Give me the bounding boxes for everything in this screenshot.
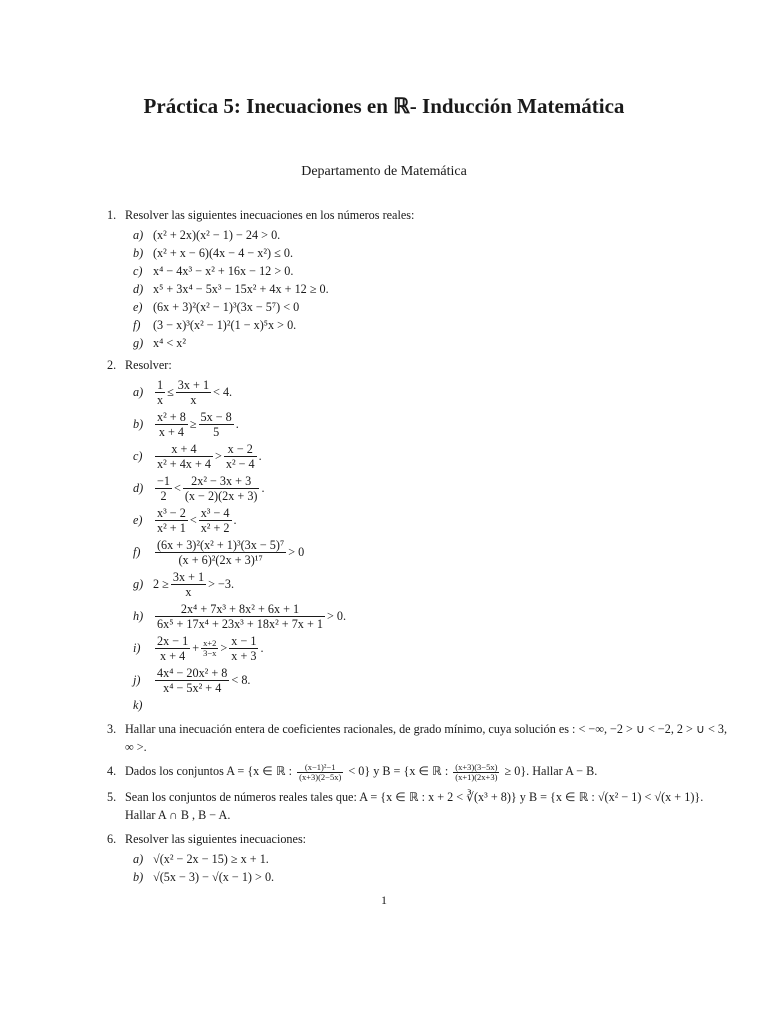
item-label: d) (133, 282, 144, 296)
numerator: x − 2 (224, 442, 257, 457)
fraction (155, 442, 213, 471)
q1-items (133, 226, 727, 352)
numerator: x² + 8 (157, 409, 186, 424)
numerator: 4x⁴ − 20x² + 8 (157, 665, 228, 680)
item-label: h) (133, 609, 144, 623)
denominator: x + 3 (231, 648, 257, 663)
question-4 (107, 762, 727, 782)
numerator: x+2 (203, 637, 217, 648)
expression-tail: . (233, 513, 237, 527)
question-text: Resolver: (125, 358, 172, 372)
denominator: x (157, 392, 164, 407)
q2-item-g (133, 568, 727, 600)
q2-item-e (133, 504, 727, 536)
q1-item-d (133, 280, 727, 298)
fraction (176, 378, 211, 407)
denominator: 2 (160, 488, 167, 503)
item-label: c) (133, 264, 143, 278)
expression-tail: < 4. (213, 385, 233, 399)
denominator: x⁴ − 5x² + 4 (163, 680, 222, 695)
item-label: e) (133, 300, 143, 314)
text-segment: ≥ 0}. Hallar A − B. (504, 764, 598, 778)
text-segment: < 0} y B = {x ∈ ℝ : (348, 764, 449, 778)
numerator: x + 4 (155, 442, 213, 457)
q2-item-d (133, 472, 727, 504)
question-6 (107, 830, 727, 886)
item-expression: (x² + 2x)(x² − 1) − 24 > 0. (153, 228, 281, 242)
item-label: j) (133, 673, 141, 687)
denominator: x² − 4 (225, 456, 255, 471)
expression-tail: > −3. (208, 577, 235, 591)
fraction (199, 506, 232, 535)
numerator: x³ − 2 (157, 505, 186, 520)
item-expression: (x² + x − 6)(4x − 4 − x²) ≤ 0. (153, 246, 293, 260)
small-fraction (453, 763, 499, 782)
q1-item-a (133, 226, 727, 244)
denominator: x² + 2 (200, 520, 230, 535)
q1-item-e (133, 298, 727, 316)
numerator: (x−1)²−1 (297, 763, 343, 773)
operator: > (214, 449, 222, 463)
denominator: x (185, 584, 192, 599)
question-text: Resolver las siguientes inecuaciones: (125, 831, 307, 846)
page-number: 1 (381, 893, 387, 907)
q2-item-j (133, 664, 727, 696)
fraction (224, 442, 257, 471)
numerator: 3x + 1 (172, 569, 205, 584)
fraction (183, 474, 260, 503)
fraction (199, 410, 234, 439)
item-label: i) (133, 641, 141, 655)
fraction (155, 474, 172, 503)
item-label: b) (133, 869, 144, 884)
item-label: f) (133, 318, 141, 332)
item-label: c) (133, 449, 143, 463)
question-number: 4. (107, 764, 117, 778)
question-number: 3. (107, 722, 117, 736)
fraction (155, 538, 286, 567)
denominator: x (190, 392, 197, 407)
numerator: x³ − 4 (200, 505, 230, 520)
question-2 (107, 356, 727, 714)
small-fraction (201, 639, 218, 658)
item-label: b) (133, 246, 144, 260)
denominator: 5 (213, 424, 220, 439)
q2-item-k (133, 696, 727, 714)
denominator: 6x⁵ + 17x⁴ + 23x³ + 18x² + 7x + 1 (157, 616, 323, 631)
fraction (155, 506, 188, 535)
denominator: x + 4 (158, 424, 184, 439)
item-label: f) (133, 545, 141, 559)
fraction (155, 410, 188, 439)
operator: + (192, 641, 200, 655)
q2-item-a (133, 376, 727, 408)
question-text: Hallar una inecuación entera de coeficientes racionales, de grado mínimo, cuya solución es : < −∞, −2 > ∪ < −2, 2 > ∪ < 3, ∞ >. (125, 722, 728, 754)
item-label: e) (133, 513, 143, 527)
question-3 (107, 720, 727, 756)
question-number: 6. (107, 831, 117, 846)
text-segment: Dados los conjuntos A = {x ∈ ℝ : (125, 764, 293, 778)
denominator: x² + 1 (157, 520, 186, 535)
fraction (155, 666, 229, 695)
fraction (229, 634, 258, 663)
expression-tail: > 0 (288, 545, 305, 559)
q2-item-h (133, 600, 727, 632)
operator: < (173, 481, 181, 495)
operator: ≥ (189, 417, 197, 431)
expression-tail: . (260, 641, 264, 655)
item-label: g) (133, 336, 144, 350)
question-text: Sean los conjuntos de números reales tales que: A = {x ∈ ℝ : x + 2 < ∛(x³ + 8)} y B = {x ∈ ℝ : √(x² − 1) < √(x + 1)}. Hallar A ∩ B , B − A. (125, 789, 704, 822)
question-1 (107, 206, 727, 352)
numerator: x − 1 (231, 633, 257, 648)
numerator: 5x − 8 (200, 409, 232, 424)
item-expression: (3 − x)³(x² − 1)²(1 − x)⁵x > 0. (153, 318, 297, 332)
page-title: Práctica 5: Inecuaciones en ℝ- Inducción Matemática (143, 94, 625, 118)
q2-items (133, 376, 727, 714)
item-expression: x⁵ + 3x⁴ − 5x³ − 15x² + 4x + 12 ≥ 0. (153, 282, 329, 296)
question-number: 2. (107, 358, 117, 372)
q2-item-c (133, 440, 727, 472)
expression-prefix: 2 ≥ (153, 577, 169, 591)
numerator: 2x⁴ + 7x³ + 8x² + 6x + 1 (155, 602, 325, 617)
q6-item-b (133, 868, 727, 886)
question-text: Resolver las siguientes inecuaciones en los números reales: (125, 208, 415, 222)
fraction (171, 570, 206, 599)
item-label: g) (133, 577, 144, 591)
item-label: k) (133, 698, 143, 712)
q2-item-i (133, 632, 727, 664)
q2-item-f (133, 536, 727, 568)
fraction (155, 378, 165, 407)
q1-item-g (133, 334, 727, 352)
denominator: (x+1)(2x+3) (455, 771, 498, 782)
question-number: 5. (107, 789, 117, 804)
fraction (155, 602, 325, 631)
q6-items (133, 850, 727, 886)
department-subtitle: Departamento de Matemática (301, 164, 467, 179)
numerator: (x+3)(3−5x) (455, 761, 498, 772)
operator: > (220, 641, 228, 655)
question-5 (107, 788, 727, 824)
q1-item-f (133, 316, 727, 334)
q6-item-a (133, 850, 727, 868)
item-expression: (6x + 3)²(x² − 1)³(3x − 5⁷) < 0 (153, 300, 300, 314)
exercise-list (107, 206, 727, 890)
item-label: a) (133, 851, 144, 866)
q1-item-c (133, 262, 727, 280)
item-expression: √(5x − 3) − √(x − 1) > 0. (153, 869, 275, 884)
operator: < (189, 513, 197, 527)
expression-tail: . (258, 449, 262, 463)
denominator: x + 4 (160, 648, 186, 663)
numerator: (6x + 3)²(x² + 1)³(3x − 5)⁷ (157, 537, 285, 552)
denominator: x² + 4x + 4 (157, 456, 211, 471)
expression-tail: . (235, 417, 239, 431)
fraction (155, 634, 190, 663)
item-label: b) (133, 417, 144, 431)
denominator: (x − 2)(2x + 3) (184, 488, 258, 503)
numerator: 3x + 1 (177, 377, 210, 392)
item-label: a) (133, 385, 144, 399)
question-number: 1. (107, 208, 117, 222)
expression-tail: > 0. (326, 609, 347, 623)
numerator: −1 (157, 473, 170, 488)
question-text (125, 762, 727, 782)
item-label: a) (133, 228, 144, 242)
q2-item-b (133, 408, 727, 440)
numerator: 1 (157, 377, 164, 392)
expression-tail: . (261, 481, 265, 495)
item-expression: √(x² − 2x − 15) ≥ x + 1. (153, 851, 269, 866)
expression-tail: < 8. (231, 673, 251, 687)
numerator: 2x² − 3x + 3 (183, 474, 260, 489)
denominator: (x + 6)²(2x + 3)¹⁷ (178, 552, 263, 567)
item-label: d) (133, 481, 144, 495)
small-fraction (297, 763, 343, 782)
numerator: 2x − 1 (157, 633, 189, 648)
q1-item-b (133, 244, 727, 262)
denominator: (x+3)(2−5x) (299, 771, 342, 782)
item-expression: x⁴ < x² (153, 336, 187, 350)
item-expression: x⁴ − 4x³ − x² + 16x − 12 > 0. (153, 264, 294, 278)
denominator: 3−x (203, 647, 217, 658)
operator: ≤ (167, 385, 174, 399)
